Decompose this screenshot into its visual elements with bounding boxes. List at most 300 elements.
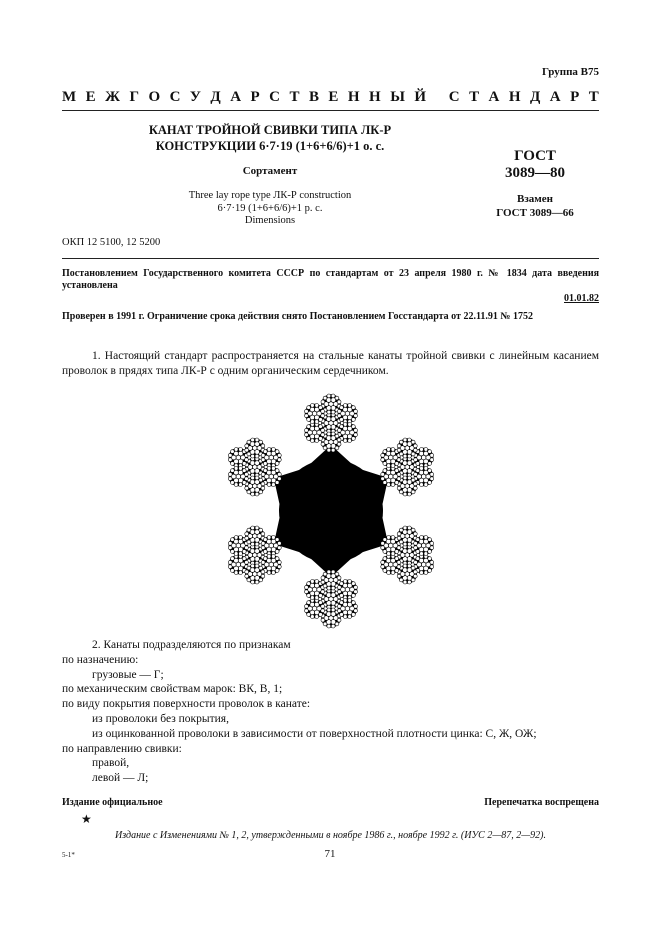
list-line: правой, — [92, 757, 130, 770]
rope-wire — [307, 418, 311, 422]
rope-wire — [395, 462, 399, 466]
rope-wire — [277, 560, 281, 564]
rope-wire — [354, 590, 358, 594]
rope-wire — [430, 458, 434, 462]
rope-wire — [399, 578, 403, 582]
rope-wire — [407, 580, 411, 584]
banner-letter: Н — [508, 89, 521, 105]
rope-wire — [351, 418, 355, 422]
checked-note: Проверен в 1991 г. Ограничение срока действия снято Постановлением Госстандарта от 22.11.91 № 1752 — [62, 311, 533, 322]
classification-list — [62, 638, 537, 786]
rope-wire — [261, 458, 265, 462]
rope-wire — [277, 458, 281, 462]
rope-wire — [239, 483, 243, 487]
rope-wire — [424, 466, 428, 470]
rope-wire — [337, 409, 341, 413]
english-title-line-3: Dimensions — [244, 215, 296, 226]
rope-wire — [319, 425, 323, 429]
banner-letter: С — [169, 89, 181, 105]
rope-wire — [420, 535, 424, 539]
rope-wire — [387, 535, 391, 539]
interstate-standard-banner — [62, 89, 599, 106]
rope-wire — [305, 428, 309, 432]
rope-wire — [428, 538, 432, 542]
rope-wire — [261, 560, 265, 564]
rope-wire — [387, 552, 391, 556]
gost-designation — [470, 148, 600, 182]
rope-wire — [310, 596, 314, 600]
rope-wire — [420, 483, 424, 487]
rope-wire — [245, 574, 249, 578]
rope-wire — [397, 444, 401, 448]
rope-wire — [315, 596, 319, 600]
rope-wire — [310, 403, 314, 407]
rope-wire — [343, 422, 347, 426]
rope-wire — [245, 448, 249, 452]
list-line: 2. Канаты подразделяются по признакам — [92, 639, 291, 651]
rope-wire — [255, 476, 259, 480]
rope-wire — [348, 598, 352, 602]
rope-wire — [310, 579, 314, 583]
rope-wire — [231, 550, 235, 554]
rope-wire — [428, 557, 432, 561]
rope-wire — [335, 396, 339, 400]
rope-wire — [397, 448, 401, 452]
rope-wire — [321, 576, 325, 580]
rope-wire — [327, 570, 331, 574]
rope-wire — [327, 448, 331, 452]
rope-wire — [424, 483, 428, 487]
gost-label: ГОСТ — [514, 148, 556, 164]
rope-wire — [242, 557, 246, 561]
rope-wire — [407, 454, 411, 458]
page-number: 71 — [324, 848, 336, 860]
rope-wire — [335, 434, 339, 438]
rope-wire — [331, 624, 335, 628]
rope-wire — [259, 490, 263, 494]
rope-wire — [383, 550, 387, 554]
rope-wire — [413, 448, 417, 452]
document-title — [130, 122, 410, 154]
list-line: из оцинкованной проволоки в зависимости от поверхностной плотности цинка: С, Ж, ОЖ; — [92, 727, 537, 740]
rope-wire — [310, 439, 314, 443]
rope-wire — [327, 410, 331, 414]
rope-wire — [351, 601, 355, 605]
rope-wire — [310, 615, 314, 619]
rope-wire — [251, 564, 255, 568]
rope-wire — [424, 447, 428, 451]
rope-wire — [315, 420, 319, 424]
banner-letter: Д — [530, 89, 541, 105]
rope-wire — [247, 578, 251, 582]
rope-wire — [239, 571, 243, 575]
rope-wire — [407, 476, 411, 480]
banner-letter: В — [308, 89, 319, 105]
rope-wire — [263, 450, 267, 454]
rope-wire — [234, 447, 238, 451]
rope-wire — [272, 554, 276, 558]
rope-wire — [403, 580, 407, 584]
star-mark: ★ — [81, 812, 92, 826]
rope-wire — [231, 569, 235, 573]
rope-wire — [391, 483, 395, 487]
group-code: Группа В75 — [541, 66, 599, 78]
rope-wire — [247, 566, 251, 570]
rope-wire — [307, 437, 311, 441]
rope-wire — [307, 613, 311, 617]
rope-wire — [261, 482, 265, 486]
rope-wire — [391, 447, 395, 451]
rope-wire — [321, 409, 325, 413]
rope-wire — [242, 469, 246, 473]
rope-wire — [397, 477, 401, 481]
rope-wire — [348, 615, 352, 619]
rope-wire — [245, 486, 249, 490]
rope-wire — [251, 476, 255, 480]
rope-wire — [348, 422, 352, 426]
list-line: по назначению: — [62, 653, 139, 666]
rope-wire — [255, 580, 259, 584]
banner-letter: Д — [210, 89, 221, 105]
rope-wire — [251, 492, 255, 496]
rope-wire — [399, 528, 403, 532]
rope-wire — [354, 609, 358, 613]
rope-wire — [327, 624, 331, 628]
document-subtitle: Сортамент — [242, 165, 298, 177]
rope-wire — [354, 428, 358, 432]
rope-wire — [255, 542, 259, 546]
rope-wire — [387, 447, 391, 451]
rope-wire — [340, 601, 344, 605]
rope-wire — [263, 550, 267, 554]
rope-wire — [331, 586, 335, 590]
rope-wire — [413, 486, 417, 490]
rope-wire — [420, 466, 424, 470]
rope-wire — [261, 444, 265, 448]
rope-wire — [315, 439, 319, 443]
rope-wire — [331, 432, 335, 436]
rope-wire — [319, 613, 323, 617]
rope-wire — [307, 406, 311, 410]
rope-wire — [315, 403, 319, 407]
rope-wire — [337, 414, 341, 418]
rope-wire — [413, 482, 417, 486]
rope-wire — [354, 604, 358, 608]
banner-letter: Й — [414, 89, 427, 105]
rope-wire — [337, 400, 341, 404]
rope-wire — [414, 472, 418, 476]
rope-wire — [261, 486, 265, 490]
rope-wire — [323, 584, 327, 588]
rope-wire — [424, 552, 428, 556]
list-line: по механическим свойствам марок: ВК, В, 1; — [62, 683, 283, 696]
rope-wire — [354, 585, 358, 589]
rope-wire — [354, 414, 358, 418]
rope-wire — [242, 462, 246, 466]
effective-date: 01.01.82 — [564, 293, 599, 304]
rope-wire — [340, 613, 344, 617]
rope-wire — [414, 541, 418, 545]
rope-wire — [228, 541, 232, 545]
rope-wire — [411, 452, 415, 456]
rope-wire — [327, 586, 331, 590]
rope-wire — [407, 564, 411, 568]
decree-text: Постановлением Государственного комитета СССР по стандартам от 23 апреля 1980 г. № 1834 дата введения установлена — [62, 268, 599, 291]
rope-wire — [234, 483, 238, 487]
rope-wire — [340, 406, 344, 410]
rope-wire — [331, 394, 335, 398]
rope-wire — [343, 403, 347, 407]
banner-letter: У — [189, 89, 201, 105]
banner-letter: А — [549, 89, 561, 105]
list-line: левой — Л; — [92, 772, 149, 785]
rope-wire — [323, 572, 327, 576]
banner-letter: Н — [347, 89, 360, 105]
rope-wire — [321, 414, 325, 418]
rope-wire — [255, 564, 259, 568]
banner-letter: С — [269, 89, 280, 105]
rope-wire — [321, 604, 325, 608]
rope-wire — [307, 601, 311, 605]
rope-wire — [383, 450, 387, 454]
rope-wire — [321, 590, 325, 594]
rope-wire — [348, 579, 352, 583]
rope-wire — [381, 453, 385, 457]
rope-wire — [335, 622, 339, 626]
rope-wire — [231, 450, 235, 454]
rope-wire — [403, 492, 407, 496]
rope-wire — [261, 532, 265, 536]
rope-wire — [245, 472, 249, 476]
banner-letter: Р — [570, 89, 580, 105]
banner-letter: М — [62, 89, 77, 105]
rope-wire — [397, 565, 401, 569]
rope-wire — [411, 440, 415, 444]
rope-wire — [397, 486, 401, 490]
rope-wire — [275, 450, 279, 454]
rope-wire — [420, 571, 424, 575]
rope-wire — [327, 394, 331, 398]
rope-wire — [403, 438, 407, 442]
rope-wire — [251, 542, 255, 546]
rope-wire — [267, 535, 271, 539]
rope-wire — [351, 582, 355, 586]
rope-wire — [343, 579, 347, 583]
rope-wire — [387, 483, 391, 487]
title-line-2: КОНСТРУКЦИИ 6·7·19 (1+6+6/6)+1 о. с. — [155, 139, 385, 153]
rope-wire — [251, 438, 255, 442]
rope-wire — [231, 469, 235, 473]
rope-wire — [348, 439, 352, 443]
rope-wire — [327, 432, 331, 436]
banner-letter: А — [488, 89, 500, 105]
rope-wire — [228, 546, 232, 550]
rope-wire — [259, 440, 263, 444]
title-line-1: КАНАТ ТРОЙНОЙ СВИВКИ ТИПА ЛК-Р — [148, 123, 392, 137]
rope-wire — [307, 594, 311, 598]
rope-wire — [381, 560, 385, 564]
rope-wire — [414, 458, 418, 462]
rope-wire — [383, 538, 387, 542]
rope-wire — [255, 454, 259, 458]
rope-wire — [251, 580, 255, 584]
rope-wire — [267, 554, 271, 558]
rope-wire — [428, 450, 432, 454]
rope-wire — [354, 433, 358, 437]
rope-wire — [272, 535, 276, 539]
rope-wire — [407, 492, 411, 496]
rope-wire — [414, 560, 418, 564]
rope-wire — [395, 557, 399, 561]
rope-wire — [321, 433, 325, 437]
replaced-number: ГОСТ 3089—66 — [496, 207, 574, 219]
rope-wire — [430, 477, 434, 481]
rope-wire — [305, 433, 309, 437]
rope-wire — [395, 481, 399, 485]
rope-wire — [247, 440, 251, 444]
rope-wire — [323, 622, 327, 626]
rope-wire — [259, 528, 263, 532]
rope-wire — [315, 579, 319, 583]
rope-cross-section-figure — [200, 380, 462, 642]
rope-wire — [327, 608, 331, 612]
rope-wire — [411, 490, 415, 494]
header-rule — [62, 110, 599, 111]
rope-wire — [383, 469, 387, 473]
rope-wire — [319, 418, 323, 422]
rope-wire — [430, 546, 434, 550]
rope-wire — [428, 550, 432, 554]
rope-wire — [416, 462, 420, 466]
rope-wire — [337, 428, 341, 432]
rope-wire — [428, 469, 432, 473]
banner-letter: Т — [469, 89, 480, 105]
rope-wire — [245, 477, 249, 481]
rope-wire — [275, 557, 279, 561]
rope-wire — [267, 447, 271, 451]
rope-wire — [245, 444, 249, 448]
rope-wire — [420, 447, 424, 451]
rope-wire — [245, 532, 249, 536]
rope-wire — [416, 469, 420, 473]
rope-wire — [397, 472, 401, 476]
rope-wire — [343, 615, 347, 619]
rope-wire — [251, 526, 255, 530]
rope-wire — [321, 618, 325, 622]
rope-wire — [255, 438, 259, 442]
rope-wire — [275, 550, 279, 554]
rope-wire — [416, 557, 420, 561]
rope-wire — [319, 594, 323, 598]
rope-wire — [335, 572, 339, 576]
rope-wire — [321, 400, 325, 404]
rope-wire — [245, 536, 249, 540]
rope-wire — [239, 535, 243, 539]
banner-letter — [436, 89, 440, 106]
banner-letter: Ы — [390, 89, 405, 105]
rope-wire — [307, 582, 311, 586]
banner-letter: С — [448, 89, 460, 105]
banner-letter: Т — [289, 89, 300, 105]
rope-wire — [397, 536, 401, 540]
rope-wire — [277, 546, 281, 550]
rope-wire — [337, 618, 341, 622]
rope-wire — [321, 442, 325, 446]
rope-wire — [259, 578, 263, 582]
list-line: грузовые — Г; — [92, 668, 164, 681]
rope-wire — [343, 439, 347, 443]
rope-wire — [245, 560, 249, 564]
rope-wire — [391, 464, 395, 468]
rope-wire — [381, 565, 385, 569]
rope-wire — [428, 462, 432, 466]
rope-wire — [234, 535, 238, 539]
edition-note: Издание с Изменениями № 1, 2, утвержденными в ноябре 1986 г., ноябре 1992 г. (ИУС 2—87, 2—92). — [115, 830, 546, 841]
rope-wire — [272, 466, 276, 470]
banner-letter: Т — [588, 89, 599, 105]
rope-wire — [310, 420, 314, 424]
rope-wire — [305, 590, 309, 594]
rope-wire — [267, 571, 271, 575]
rope-wire — [242, 481, 246, 485]
rope-wire — [305, 414, 309, 418]
rope-wire — [277, 541, 281, 545]
rope-wire — [397, 546, 401, 550]
rope-wire — [228, 453, 232, 457]
rope-wire — [403, 542, 407, 546]
banner-letter: Р — [250, 89, 260, 105]
rope-wire — [245, 570, 249, 574]
rope-wire — [307, 425, 311, 429]
rope-wire — [259, 478, 263, 482]
rope-wire — [399, 440, 403, 444]
rope-wire — [348, 403, 352, 407]
rope-wire — [247, 528, 251, 532]
rope-wire — [381, 546, 385, 550]
rope-wire — [337, 604, 341, 608]
reprint-notice: Перепечатка воспрещена — [484, 797, 599, 808]
rope-wire — [321, 428, 325, 432]
rope-wire — [337, 609, 341, 613]
rope-wire — [381, 477, 385, 481]
rope-wire — [319, 601, 323, 605]
english-title-line-2: 6·7·19 (1+6+6/6)+1 p. c. — [217, 202, 323, 214]
gost-number: 3089—80 — [505, 165, 565, 181]
banner-letter: А — [230, 89, 242, 105]
rope-wire — [381, 458, 385, 462]
rope-wire — [277, 565, 281, 569]
rope-wire — [277, 453, 281, 457]
rope-wire — [383, 557, 387, 561]
paragraph-1: 1. Настоящий стандарт распространяется на стальные канаты тройной свивки с линейным касанием проволок в прядях типа ЛК-Р с одним органическим сердечником. — [62, 350, 599, 377]
rope-wire — [261, 546, 265, 550]
rope-wire — [430, 541, 434, 545]
rope-wire — [261, 570, 265, 574]
rope-wire — [228, 565, 232, 569]
rope-wire — [261, 541, 265, 545]
rope-wire — [399, 540, 403, 544]
rope-wire — [275, 462, 279, 466]
rope-wire — [413, 574, 417, 578]
rope-wire — [391, 535, 395, 539]
rope-core — [279, 459, 383, 563]
rope-wire — [321, 609, 325, 613]
rope-wire — [413, 532, 417, 536]
rope-wire — [247, 490, 251, 494]
rope-wire — [231, 557, 235, 561]
rope-wire — [305, 585, 309, 589]
rope-wire — [381, 541, 385, 545]
